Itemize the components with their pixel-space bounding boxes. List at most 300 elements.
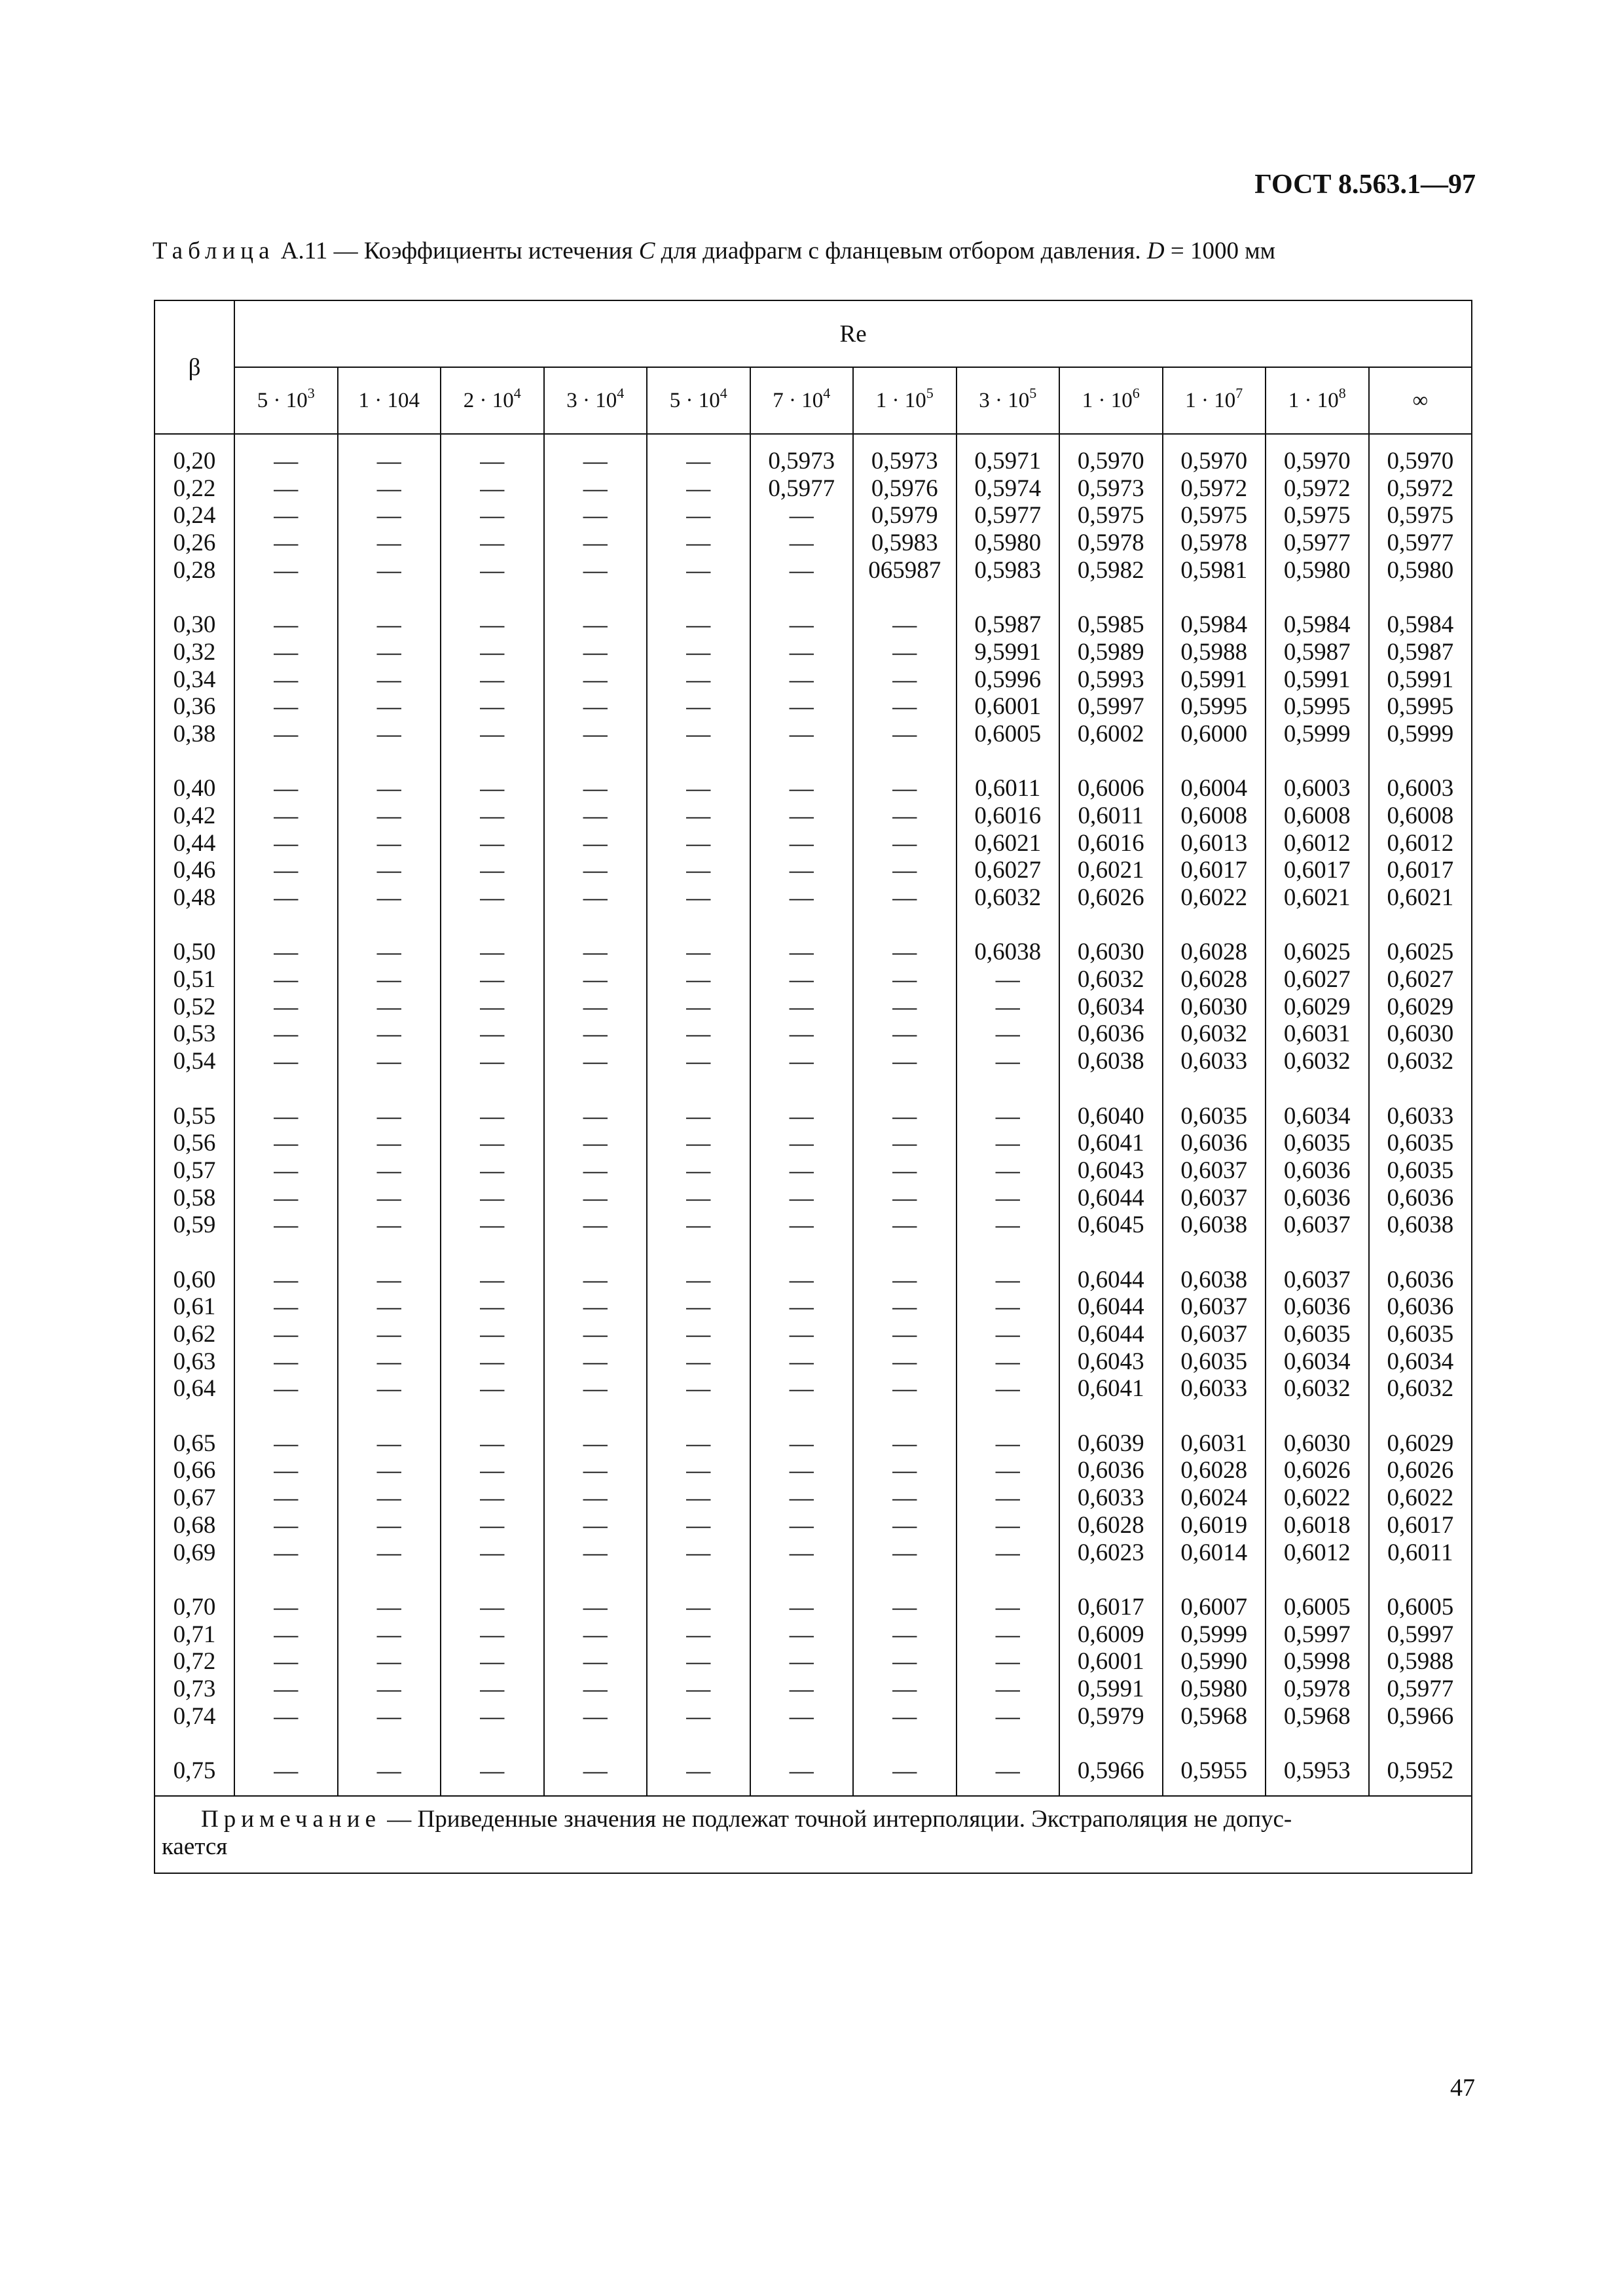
table-cell: 0,6012 (1387, 829, 1454, 857)
table-cell: — (995, 1102, 1020, 1130)
column-header (957, 367, 1060, 434)
table-cell: — (892, 1484, 917, 1512)
table-cell: 0,6028 (1180, 939, 1248, 966)
group-gap (1163, 584, 1266, 611)
table-cell: — (274, 1266, 299, 1293)
table-cell: — (892, 1266, 917, 1293)
table-cell: — (789, 829, 814, 857)
standard-designation: ГОСТ 8.563.1—97 (1254, 170, 1476, 200)
table-cell: — (376, 1348, 401, 1375)
table-cell: 0,5975 (1077, 502, 1144, 529)
table-cell: — (376, 1511, 401, 1539)
table-cell: — (583, 1321, 608, 1348)
table-cell: — (376, 1675, 401, 1702)
table-cell: — (376, 1702, 401, 1730)
table-cell: — (480, 529, 505, 557)
group-gap (957, 1566, 1059, 1594)
table-cell: 0,5991 (1077, 1675, 1144, 1702)
table-cell: 0,5975 (1180, 502, 1248, 529)
table-cell: 0,5955 (1180, 1757, 1248, 1784)
beta-value: 0,30 (173, 611, 216, 639)
value-column (544, 434, 647, 1796)
table-cell: 0,6033 (1180, 1048, 1248, 1075)
table-cell: — (480, 556, 505, 584)
table-cell: — (686, 1020, 711, 1048)
table-cell: — (480, 1375, 505, 1403)
group-gap (441, 1075, 543, 1103)
group-gap (545, 1403, 647, 1430)
table-cell: — (995, 1511, 1020, 1539)
table-cell: — (480, 993, 505, 1020)
table-cell: 0,6007 (1180, 1593, 1248, 1621)
table-cell: 0,5980 (974, 529, 1042, 557)
table-cell: — (480, 638, 505, 666)
table-cell: — (583, 993, 608, 1020)
column-header-base: ∞ (1412, 388, 1429, 412)
table-cell: 0,5972 (1180, 475, 1248, 502)
table-cell: — (480, 1048, 505, 1075)
table-cell: — (789, 1511, 814, 1539)
table-cell: 0,5997 (1387, 1621, 1454, 1648)
table-cell: 0,6030 (1387, 1020, 1454, 1048)
table-cell: 0,6037 (1180, 1293, 1248, 1321)
group-gap (957, 1730, 1059, 1757)
table-cell: — (789, 1348, 814, 1375)
table-cell: 0,5975 (1387, 502, 1454, 529)
beta-value: 0,44 (173, 829, 216, 857)
beta-value: 0,58 (173, 1184, 216, 1211)
table-cell: 0,5985 (1077, 611, 1144, 639)
column-header-exponent: 7 (1235, 384, 1243, 401)
column-header (234, 367, 338, 434)
table-cell: — (480, 1184, 505, 1211)
table-cell: — (583, 1593, 608, 1621)
table-cell: — (995, 1702, 1020, 1730)
table-cell: 0,6019 (1180, 1511, 1248, 1539)
table-cell: 0,5995 (1387, 693, 1454, 721)
group-gap (235, 584, 337, 611)
group-gap (1060, 1730, 1162, 1757)
table-cell: 0,5995 (1180, 693, 1248, 721)
group-gap (957, 584, 1059, 611)
table-cell: — (995, 1621, 1020, 1648)
beta-header: β (155, 300, 234, 434)
table-cell: 0,6000 (1180, 720, 1248, 747)
group-gap (1163, 1075, 1266, 1103)
table-cell: — (274, 502, 299, 529)
group-gap (1370, 1403, 1472, 1430)
table-cell: — (480, 802, 505, 829)
table-cell: 0,5976 (871, 475, 938, 502)
table-cell: — (686, 1429, 711, 1457)
beta-value: 0,42 (173, 802, 216, 829)
table-cell: 0,6028 (1077, 1511, 1144, 1539)
table-cell: — (480, 1157, 505, 1184)
table-cell: 0,5984 (1283, 611, 1351, 639)
table-cell: 0,5995 (1283, 693, 1351, 721)
beta-value: 0,50 (173, 939, 216, 966)
table-cell: 0,6036 (1387, 1293, 1454, 1321)
group-gap (155, 748, 234, 776)
table-cell: — (892, 1293, 917, 1321)
beta-value: 0,48 (173, 884, 216, 911)
beta-value: 0,54 (173, 1048, 216, 1075)
table-cell: 0,6022 (1283, 1484, 1351, 1512)
group-gap (647, 1403, 750, 1430)
group-gap (854, 1403, 956, 1430)
table-cell: — (686, 1621, 711, 1648)
table-cell: — (274, 775, 299, 802)
table-cell: 0,6032 (1387, 1375, 1454, 1403)
table-cell: — (480, 502, 505, 529)
beta-column (155, 434, 234, 1796)
table-cell: — (376, 802, 401, 829)
table-cell: 0,5980 (1180, 1675, 1248, 1702)
table-cell: — (376, 993, 401, 1020)
table-cell: — (274, 1211, 299, 1239)
value-column (1059, 434, 1163, 1796)
table-cell: — (686, 1757, 711, 1784)
table-cell: — (376, 1375, 401, 1403)
table-cell: — (892, 1130, 917, 1157)
table-cell: 0,6017 (1387, 857, 1454, 884)
table-cell: — (274, 1539, 299, 1566)
group-gap (854, 1239, 956, 1266)
table-cell: — (376, 1429, 401, 1457)
group-gap (155, 1239, 234, 1266)
table-cell: 0,5977 (1387, 529, 1454, 557)
group-gap (957, 748, 1059, 776)
table-cell: 0,5987 (1283, 638, 1351, 666)
table-cell: 0,6032 (1180, 1020, 1248, 1048)
table-cell: — (480, 1511, 505, 1539)
table-cell: 0,6032 (1387, 1048, 1454, 1075)
table-cell: 0,6038 (1180, 1211, 1248, 1239)
beta-value: 0,67 (173, 1484, 216, 1512)
table-cell: — (480, 857, 505, 884)
group-gap (1060, 1403, 1162, 1430)
table-cell: — (274, 1621, 299, 1648)
table-cell: — (892, 1648, 917, 1676)
table-cell: — (274, 1429, 299, 1457)
table-cell: 0,6037 (1180, 1321, 1248, 1348)
table-cell: — (789, 939, 814, 966)
table-cell: — (274, 693, 299, 721)
table-cell: 0,6011 (1387, 1539, 1453, 1566)
table-cell: — (789, 720, 814, 747)
table-cell: — (583, 1293, 608, 1321)
group-gap (441, 912, 543, 939)
table-cell: — (274, 1102, 299, 1130)
table-cell: — (686, 1211, 711, 1239)
group-gap (957, 1239, 1059, 1266)
table-cell: 0,5975 (1283, 502, 1351, 529)
table-cell: — (995, 1648, 1020, 1676)
group-gap (155, 1566, 234, 1594)
table-cell: 0,6044 (1077, 1184, 1144, 1211)
group-gap (1163, 748, 1266, 776)
column-header-exponent: 5 (1029, 384, 1037, 401)
table-cell: 0,6043 (1077, 1348, 1144, 1375)
table-cell: — (583, 1048, 608, 1075)
table-cell: — (789, 1457, 814, 1484)
table-cell: — (789, 1539, 814, 1566)
table-cell: — (892, 1511, 917, 1539)
table-cell: — (274, 556, 299, 584)
table-cell: — (274, 1348, 299, 1375)
table-cell: — (789, 966, 814, 994)
value-column (441, 434, 544, 1796)
table-cell: 0,6021 (1387, 884, 1454, 911)
beta-value: 0,52 (173, 993, 216, 1020)
table-cell: 0,6031 (1180, 1429, 1248, 1457)
table-cell: — (583, 829, 608, 857)
table-cell: — (480, 666, 505, 693)
column-header-exponent: 4 (513, 384, 521, 401)
group-gap (1266, 1566, 1368, 1594)
table-cell: — (376, 475, 401, 502)
table-cell: — (376, 1048, 401, 1075)
table-cell: 0,6024 (1180, 1484, 1248, 1512)
table-cell: 0,6037 (1283, 1211, 1351, 1239)
table-cell: 0,5977 (974, 502, 1042, 529)
table-cell: — (274, 1130, 299, 1157)
table-cell: 0,6036 (1387, 1184, 1454, 1211)
table-cell: — (892, 1702, 917, 1730)
table-cell: 0,6009 (1077, 1621, 1144, 1648)
group-gap (155, 1075, 234, 1103)
table-cell: — (686, 529, 711, 557)
group-gap (1370, 584, 1472, 611)
group-gap (957, 1403, 1059, 1430)
table-cell: — (480, 611, 505, 639)
table-cell: — (480, 1293, 505, 1321)
table-cell: — (480, 1484, 505, 1512)
column-header-base: 5 · 10 (257, 388, 308, 412)
table-cell: — (480, 1321, 505, 1348)
group-gap (751, 584, 853, 611)
table-cell: — (686, 966, 711, 994)
column-header-exponent: 4 (720, 384, 727, 401)
table-cell: 0,6038 (1077, 1048, 1144, 1075)
table-cell: 0,6012 (1283, 1539, 1351, 1566)
group-gap (1266, 584, 1368, 611)
table-cell: 0,6032 (1283, 1375, 1351, 1403)
table-cell: 0,5970 (1387, 448, 1454, 475)
table-cell: 0,5973 (768, 448, 835, 475)
table-cell: 0,6034 (1283, 1348, 1351, 1375)
table-cell: 0,5988 (1387, 1648, 1454, 1676)
table-cell: — (583, 1020, 608, 1048)
table-cell: — (274, 1511, 299, 1539)
group-gap (441, 584, 543, 611)
page-number: 47 (1450, 2074, 1475, 2102)
column-header-exponent: 8 (1338, 384, 1346, 401)
table-cell: 0,6027 (974, 857, 1042, 884)
table-cell: — (583, 1184, 608, 1211)
table-cell: 0,6028 (1180, 1457, 1248, 1484)
table-cell: — (686, 1593, 711, 1621)
beta-value: 0,38 (173, 720, 216, 747)
table-cell: — (686, 802, 711, 829)
beta-value: 0,20 (173, 448, 216, 475)
table-cell: 0,6035 (1283, 1321, 1351, 1348)
column-header-base: 1 · 104 (358, 388, 420, 412)
group-gap (155, 912, 234, 939)
table-cell: — (583, 638, 608, 666)
table-cell: — (274, 1157, 299, 1184)
table-cell: — (892, 720, 917, 747)
table-cell: 0,5974 (974, 475, 1042, 502)
table-cell: — (789, 1293, 814, 1321)
group-gap (338, 1075, 441, 1103)
table-cell: — (583, 802, 608, 829)
table-cell: — (995, 966, 1020, 994)
group-gap (1266, 1403, 1368, 1430)
table-cell: — (789, 1429, 814, 1457)
table-cell: — (686, 556, 711, 584)
table-cell: — (376, 1130, 401, 1157)
group-gap (235, 1075, 337, 1103)
group-gap (1060, 1566, 1162, 1594)
table-cell: 0,6003 (1387, 775, 1454, 802)
group-gap (545, 1075, 647, 1103)
table-cell: 0,6035 (1387, 1130, 1454, 1157)
group-gap (235, 912, 337, 939)
table-cell: 0,6045 (1077, 1211, 1144, 1239)
table-cell: 0,6037 (1283, 1266, 1351, 1293)
table-cell: — (583, 1484, 608, 1512)
table-note (155, 1796, 1472, 1873)
column-header-exponent: 5 (926, 384, 934, 401)
table-cell: 0,6035 (1387, 1157, 1454, 1184)
beta-value: 0,61 (173, 1293, 216, 1321)
table-cell: — (686, 1266, 711, 1293)
table-cell: — (480, 1130, 505, 1157)
table-cell: 0,6017 (1387, 1511, 1454, 1539)
beta-value: 0,22 (173, 475, 216, 502)
table-cell: — (789, 556, 814, 584)
table-cell: — (789, 993, 814, 1020)
column-header (1369, 367, 1472, 434)
table-cell: — (892, 1429, 917, 1457)
table-cell: — (583, 475, 608, 502)
beta-value: 0,63 (173, 1348, 216, 1375)
table-cell: — (274, 1293, 299, 1321)
table-cell: — (274, 1375, 299, 1403)
group-gap (441, 1239, 543, 1266)
table-cell: 0,6044 (1077, 1266, 1144, 1293)
group-gap (1060, 748, 1162, 776)
table-caption (153, 237, 1275, 265)
group-gap (854, 912, 956, 939)
column-header-exponent: 4 (823, 384, 831, 401)
table-cell: 0,6005 (1283, 1593, 1351, 1621)
table-cell: 0,6036 (1387, 1266, 1454, 1293)
table-cell: — (995, 1484, 1020, 1512)
table-cell: 0,6017 (1283, 857, 1351, 884)
table-cell: — (995, 1211, 1020, 1239)
table-cell: 0,6003 (1283, 775, 1351, 802)
table-cell: 0,5952 (1387, 1757, 1454, 1784)
table-cell: 0,6031 (1283, 1020, 1351, 1048)
table-cell: — (274, 966, 299, 994)
table-cell: — (583, 884, 608, 911)
beta-value: 0,69 (173, 1539, 216, 1566)
table-cell: 0,6030 (1180, 993, 1248, 1020)
table-cell: — (789, 1266, 814, 1293)
table-cell: — (686, 448, 711, 475)
value-column (338, 434, 441, 1796)
table-cell: — (789, 1757, 814, 1784)
table-cell: 0,5953 (1283, 1757, 1351, 1784)
table-cell: — (480, 720, 505, 747)
table-cell: — (789, 802, 814, 829)
table-cell: 0,5978 (1077, 529, 1144, 557)
table-cell: — (376, 884, 401, 911)
column-header-base: 7 · 10 (773, 388, 824, 412)
table-cell: — (583, 1539, 608, 1566)
table-cell: — (480, 829, 505, 857)
table-cell: — (789, 529, 814, 557)
table-cell: 0,5989 (1077, 638, 1144, 666)
table-cell: — (686, 775, 711, 802)
caption-title-cont: для диафрагм с фланцевым отбором давления. (661, 238, 1141, 264)
table-cell: — (274, 720, 299, 747)
group-gap (338, 1239, 441, 1266)
table-cell: 0,5991 (1180, 666, 1248, 693)
value-column (750, 434, 854, 1796)
table-cell: 0,6033 (1387, 1102, 1454, 1130)
table-cell: — (686, 857, 711, 884)
table-cell: — (686, 939, 711, 966)
table-cell: — (686, 1321, 711, 1348)
table-cell: — (480, 693, 505, 721)
table-cell: 0,5997 (1077, 693, 1144, 721)
value-column (1163, 434, 1266, 1796)
table-cell: — (892, 884, 917, 911)
value-column (1266, 434, 1369, 1796)
table-cell: — (583, 1266, 608, 1293)
group-gap (854, 1730, 956, 1757)
table-cell: 0,5997 (1283, 1621, 1351, 1648)
table-cell: — (789, 1211, 814, 1239)
table-cell: 0,6029 (1283, 993, 1351, 1020)
beta-value: 0,62 (173, 1321, 216, 1348)
table-cell: 0,6008 (1180, 802, 1248, 829)
table-cell: — (376, 1648, 401, 1676)
table-cell: 0,5987 (974, 611, 1042, 639)
table-cell: — (480, 1266, 505, 1293)
group-gap (545, 1730, 647, 1757)
table-cell: — (274, 884, 299, 911)
table-cell: — (274, 529, 299, 557)
table-cell: — (892, 1621, 917, 1648)
column-header (750, 367, 854, 434)
table-cell: — (686, 1511, 711, 1539)
table-cell: — (995, 993, 1020, 1020)
table-cell: 0,6006 (1077, 775, 1144, 802)
table-cell: — (583, 1457, 608, 1484)
table-cell: — (686, 1457, 711, 1484)
table-cell: 0,6023 (1077, 1539, 1144, 1566)
beta-value: 0,71 (173, 1621, 216, 1648)
table-cell: 0,5972 (1283, 475, 1351, 502)
table-cell: — (376, 611, 401, 639)
beta-value: 0,26 (173, 529, 216, 557)
table-cell: — (892, 939, 917, 966)
group-gap (751, 1075, 853, 1103)
